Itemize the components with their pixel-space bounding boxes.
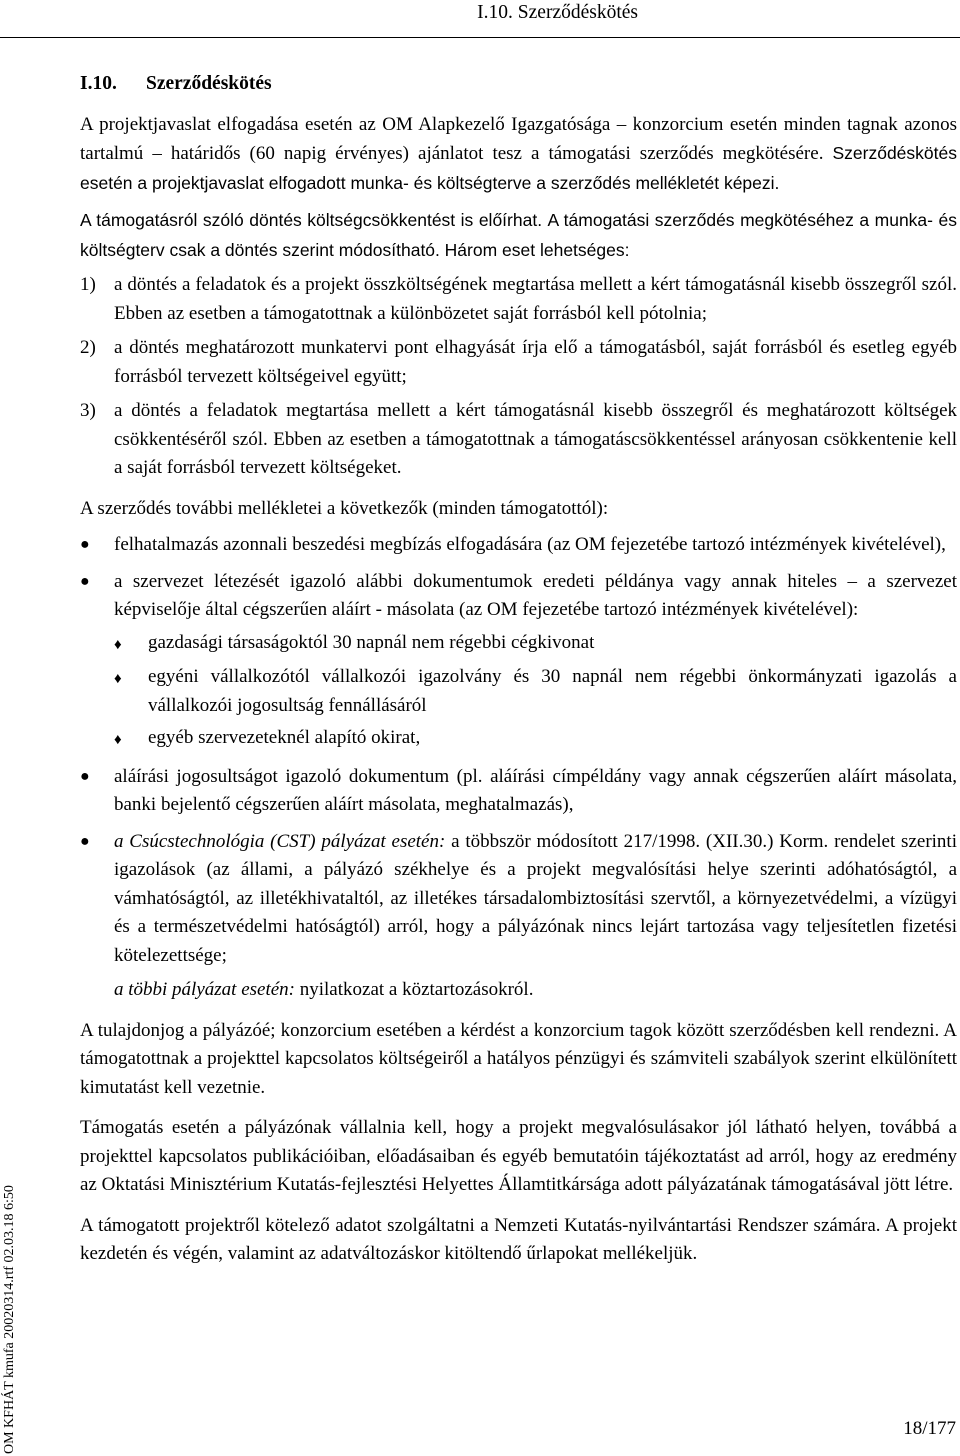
paragraph-ownership: A tulajdonjog a pályázóé; konzorcium esetében a kérdést a konzorcium tagok között szerződésben kell rendezni. A támogatottnak a projekttel kapcsolatos költségeiről a hatályos pénzügyi és számviteli szabályok szerint elkülönített kimutatást kell vezetnie. [80,1019,957,1098]
modification-text: A támogatási szerződés megkötéséhez a munka- és költségterv csak a döntés szerint módosítható. [80,210,957,260]
page-body [80,70,957,1269]
list-text: felhatalmazás azonnali beszedési megbízás elfogadására (az OM fejezetébe tartozó intézmények kivételével), [114,534,946,555]
annex-list [80,531,957,1005]
list-item [80,397,957,483]
sub-list-text: egyéb szervezeteknél alapító okirat, [148,727,421,748]
section-number: I.10. [80,73,117,94]
list-text: a döntés meghatározott munkatervi pont elhagyását írja elő a támogatásból, saját forrásból és esetleg egyéb forrásból tervezett költségeivel együtt; [114,337,957,387]
paragraph-annex-text: Szerződéskötés esetén a projektjavaslat elfogadott munka- és költségterve a szerződés mellékletét képezi. [80,143,957,193]
annex-intro: A szerződés további mellékletei a következők (minden támogatottól): [80,497,609,519]
list-number: 3) [80,400,96,421]
paragraph-publicity: Támogatás esetén a pályázónak vállalnia kell, hogy a projekt megvalósulásakor jól látható helyen, továbbá a projekttel kapcsolatos publikációiban, előadásaiban és egyéb bemutatóin tájékoztatást ad arról, hogy az eredmény az Oktatási Minisztérium Kutatás-fejlesztési Helyettes Államtitkársága adott pályázatának támogatásával jött létre. [80,1117,957,1195]
list-text: a döntés a feladatok megtartása mellett a kért támogatásnál kisebb összegről és meghatározott költségek csökkentéséről szól. Ebben az esetben a támogatottnak a támogatáscsökkentéssel arányosan csökkentenie kell a saját forrásból tervezett költségeket. [114,400,957,478]
section-heading [80,70,957,99]
cst-label: a Csúcstechnológia (CST) pályázat esetén: [114,830,446,852]
sub-list-text: gazdasági társaságoktól 30 napnál nem régebbi cégkivonat [148,631,595,653]
list-item [80,271,957,328]
list-item [80,568,957,755]
paragraph-offer [80,111,957,199]
diamond-bullet-icon: ♦ [114,671,122,687]
diamond-bullet-icon: ♦ [114,636,122,653]
list-item [80,763,957,820]
three-cases-text: Három eset lehetséges: [444,239,630,260]
paragraph-offer-text: A projektjavaslat elfogadása esetén az OM Alapkezelő Igazgatósága – konzorcium esetén minden tagnak azonos tartalmú – határidős (60 napig érvényes) ajánlatot tesz a támogatási szerződés megkötésére. [80,113,957,164]
cases-list [80,271,957,483]
paragraph-registry: A támogatott projektről kötelező adatot szolgáltatni a Nemzeti Kutatás-nyilvántartási Rendszer számára. A projekt kezdetén és végén, valamint az adatváltozáskor kitöltendő űrlapokat mellékeljük. [80,1214,957,1264]
running-header: I.10. Szerződéskötés [477,2,638,23]
bullet-icon: ● [80,767,90,785]
section-title: Szerződéskötés [146,73,272,94]
list-number: 2) [80,337,96,358]
other-text: nyilatkozat a köztartozásokról. [295,979,534,1000]
sub-list-item [114,724,957,755]
list-item [80,334,957,391]
sub-list-text: egyéni vállalkozótól vállalkozói igazolvány és 30 napnál nem régebbi önkormányzati igazolás a vállalkozói jogosultság fennállásáról [148,666,957,716]
sub-list-item [114,629,957,660]
other-label: a többi pályázat esetén: [114,979,295,1000]
header-divider [0,37,960,38]
sub-list [114,629,957,755]
cost-reduction-text: A támogatásról szóló döntés költségcsökkentést is előírhat. [80,210,543,230]
list-text: a szervezet létezését igazoló alábbi dokumentumok eredeti példánya vagy annak hiteles – a szervezet képviselője által cégszerűen aláírt - másolata (az OM fejezetébe tartozó intézmények kivételével): [114,570,957,620]
cst-text: a többször módosított 217/1998. (XII.30.) Korm. rendelet szerinti igazolások (az állami, a pályázó székhelye és a projekt megvalósítási helye szerinti adóhatóságtól, a vámhatóságtól, az illetékhivataltól, az illetékes társadalombiztosítási szervtől, a környezetvédelmi, a vízügyi és a természetvédelmi hatóságtól) arról, hogy a pályázónak nincs lejárt tartozása vagy teljesítetlen fizetési kötelezettsége; [114,830,957,966]
bullet-icon: ● [80,572,90,590]
bullet-icon: ● [80,536,90,553]
side-note-text: OM KFHÁT kmufa 20020314.rtf 02.03.18 6:50 [2,1185,17,1454]
list-text: a döntés a feladatok és a projekt összköltségének megtartása mellett a kért támogatásnál kisebb összegről szól. Ebben az esetben a támogatottnak a különbözetet saját forrásból kell pótolnia; [114,274,957,324]
list-item [80,531,957,560]
page-number: 18/177 [903,1418,956,1439]
list-number: 1) [80,274,96,295]
list-text: aláírási jogosultságot igazoló dokumentum (pl. aláírási címpéldány vagy annak cégszerűen aláírt másolata, banki bejelentő cégszerűen aláírt másolata, meghatalmazás), [114,765,957,815]
side-note [2,1034,22,1454]
list-item [80,828,957,1005]
sub-list-item [114,663,957,720]
diamond-bullet-icon: ♦ [114,732,122,748]
paragraph-cost-reduction [80,206,957,265]
bullet-icon: ● [80,832,90,850]
